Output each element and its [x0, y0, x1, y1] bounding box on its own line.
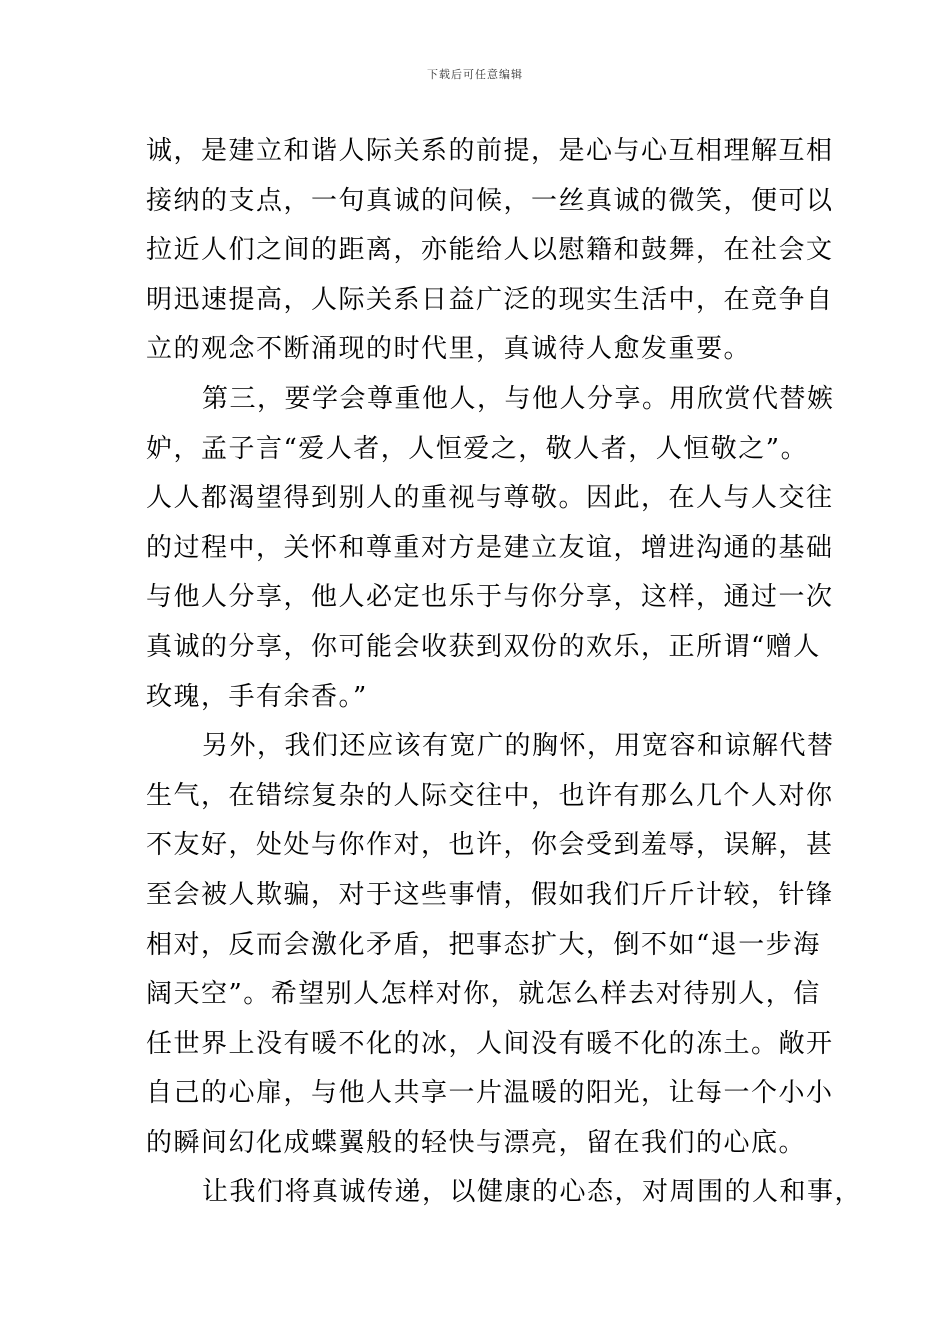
header-note: 下载后可任意编辑	[427, 68, 523, 81]
text-line: 另外，我们还应该有宽广的胸怀，用宽容和谅解代替	[202, 731, 835, 762]
text-line: 生气，在错综复杂的人际交往中，也许有那么几个人对你	[146, 780, 834, 811]
text-line: 玫瑰，手有余香。”	[146, 681, 368, 712]
text-line: 与他人分享，他人必定也乐于与你分享，这样，通过一次	[146, 582, 834, 613]
text-line: 真诚的分享，你可能会收获到双份的欢乐，正所谓“赠人	[146, 631, 821, 662]
text-line: 第三，要学会尊重他人，与他人分享。用欣赏代替嫉	[202, 383, 835, 414]
text-line: 任世界上没有暖不化的冰，人间没有暖不化的冻土。敞开	[146, 1028, 834, 1059]
text-line: 妒，孟子言“爱人者，人恒爱之，敬人者，人恒敬之”。	[146, 433, 809, 464]
text-line: 明迅速提高，人际关系日益广泛的现实生活中，在竞争自	[146, 284, 834, 315]
text-line: 人人都渴望得到别人的重视与尊敬。因此，在人与人交往	[146, 483, 834, 514]
text-line: 阔天空”。希望别人怎样对你，就怎么样去对待别人，信	[146, 979, 821, 1010]
text-line: 接纳的支点，一句真诚的问候，一丝真诚的微笑，便可以	[146, 185, 834, 216]
text-line: 诚，是建立和谐人际关系的前提，是心与心互相理解互相	[146, 136, 834, 166]
text-line: 自己的心扉，与他人共享一片温暖的阳光，让每一个小小	[146, 1078, 834, 1109]
text-line: 让我们将真诚传递，以健康的心态，对周围的人和事，	[202, 1177, 863, 1208]
text-line: 至会被人欺骗，对于这些事情，假如我们斤斤计较，针锋	[146, 879, 834, 910]
text-line: 立的观念不断涌现的时代里，真诚待人愈发重要。	[146, 334, 752, 365]
body-text	[146, 127, 863, 1218]
text-line: 的过程中，关怀和尊重对方是建立友谊，增进沟通的基础	[146, 532, 834, 563]
text-line: 的瞬间幻化成蝶翼般的轻快与漂亮，留在我们的心底。	[146, 1127, 807, 1158]
text-line: 相对，反而会激化矛盾，把事态扩大，倒不如“退一步海	[146, 929, 821, 960]
text-line: 不友好，处处与你作对，也许，你会受到羞辱，误解，甚	[146, 830, 834, 861]
text-line: 拉近人们之间的距离，亦能给人以慰籍和鼓舞，在社会文	[146, 235, 834, 266]
